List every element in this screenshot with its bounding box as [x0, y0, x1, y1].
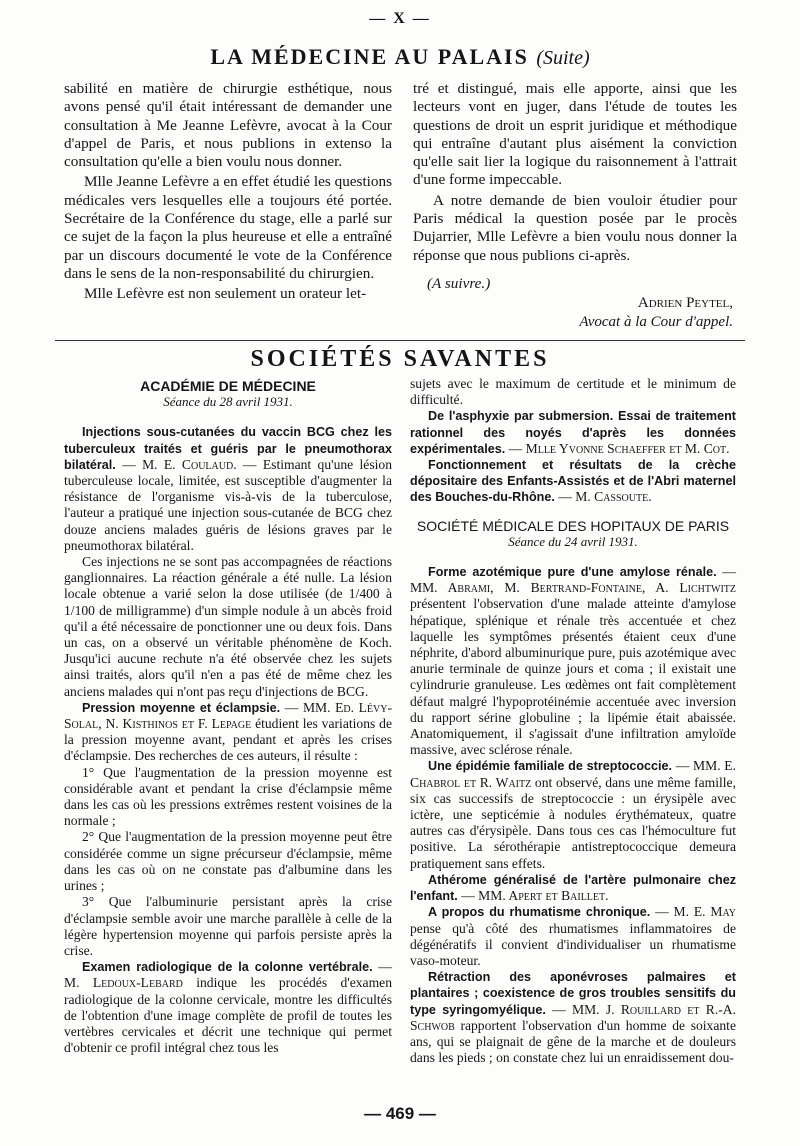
article-paragraph: Mlle Jeanne Lefèvre a en effet étudié les questions médicales vers lesquelles elle a toujours été portée. Secrétaire de la Conférence du stage, elle a parlé sur ce sujet de la façon la plus heureuse et elle a entraîné par un discours documenté le vote de la Conférence dans le sens de la non-responsabilité du chirurgien.	[64, 173, 392, 282]
communication-authors: — M. E. Coulaud. —	[122, 456, 257, 472]
signature	[413, 294, 733, 332]
communication-body: étudient les variations de la pression moyenne avant, pendant et après les crises d'éclampsie. Des recherches de ces auteurs, il résulte :	[64, 716, 392, 764]
communication-paragraph	[410, 969, 736, 1066]
communication-title: Forme azotémique pure d'une amylose rénale.	[428, 565, 717, 580]
communication-paragraph	[410, 408, 736, 457]
academie-title: ACADÉMIE DE MÉDECINE	[140, 378, 316, 394]
communication-body: pense qu'à côté des rhumatismes inflammatoires de dégénératifs il convient d'individualiser un rhumatisme vaso-moteur.	[410, 920, 736, 968]
article-paragraph: sabilité en matière de chirurgie esthétique, nous avons pensé qu'il était intéressant de demander une consultation à Me Jeanne Lefèvre, avocat à la Cour d'appel de Paris, et nous publions in extenso la consultation qu'elle a bien voulu nous donner.	[64, 80, 392, 171]
communication-title: Injections sous-cutanées du vaccin BCG chez les tuberculeux traités et guéris par le pneumothorax bilatéral.	[64, 425, 392, 472]
communication-authors: — MM. Apert et Baillet.	[461, 888, 609, 904]
communication-authors: — MM. Ed. Lévy-Solal, N. Kisthinos et F. Lepage	[64, 699, 393, 732]
article-paragraph: tré et distingué, mais elle apporte, ainsi que les lecteurs vont en juger, dans l'étude de toutes les questions de droit un esprit juridique et méthodique qui entraîne d'autant plus aisément la conviction qu'elle sait lier la logique du raisonnement à l'attrait d'une forme impeccable.	[413, 80, 737, 189]
article-left-column	[64, 80, 392, 304]
communication-paragraph	[64, 424, 392, 554]
academie-seance: Séance du 28 avril 1931.	[163, 394, 293, 410]
article-paragraph: Mlle Lefèvre est non seulement un orateur let-	[84, 285, 367, 303]
communication-title: Athérome généralisé de l'artère pulmonaire chez l'enfant.	[410, 872, 736, 904]
communication-paragraph	[410, 457, 736, 506]
section-title: SOCIÉTÉS SAVANTES	[250, 346, 550, 372]
communication-body: présentent l'observation d'une malade atteinte d'amylose hépatique, splénique et rénale très accentuée et chez laquelle les symptômes présentés étaient ceux d'une néphrite, d'abord albuminurique pure, puis azotémique avec anurie terminale de quinze jours et coma ; il existait une cylindrurie granuleuse. Les œdèmes ont fait complètement défaut malgré l'hypoprotéinémie accentuée avec inversion du rapport sérine globuline ; la lipémie était abaissée. Anatomiquement, il s'agissait d'une infiltration amyloïde massive, avec sclérose rénale.	[410, 596, 736, 758]
societe-seance: Séance du 24 avril 1931.	[508, 533, 638, 549]
communication-title: Fonctionnement et résultats de la crèche dépositaire des Enfants-Assistés et de l'Abri maternel des Bouches-du-Rhône.	[410, 458, 736, 505]
page-number: — 469 —	[364, 1104, 436, 1123]
communication-title: Rétraction des aponévroses palmaires et plantaires ; coexistence de gros troubles sensitifs du type syringomyélique.	[410, 970, 736, 1017]
communication-paragraph	[410, 872, 736, 904]
article-right-column	[413, 80, 737, 293]
communication-paragraph: Ces injections ne se sont pas accompagnées de réactions ganglionnaires. La réaction générale a été nulle. La lésion locale obtenue a varié selon la dose utilisée (de 1/400 à 1/100 de milligramme) d'un simple nodule à un abcès froid qu'il a été nécessaire de ponctionner une ou deux fois. Dans un cas, on a observé un véritable phénomène de Koch. Jusqu'ici aucune rechute n'a été observée chez les sujets ainsi traités, alors qu'il n'en a pas été de même chez les anciens malades qui n'ont pas reçu d'injections de BCG.	[64, 554, 392, 699]
communication-body: indique les procédés d'examen radiologique de la colonne cervicale, montre les difficultés de l'obtention d'une image complète de profil de toutes les vertèbres cervicales et décrit une technique qui permet d'obtenir ce profil intégral chez tous les	[64, 975, 392, 1056]
article-title	[0, 44, 800, 70]
signature-role: Avocat à la Cour d'appel.	[579, 314, 733, 330]
to-be-continued: (A suivre.)	[427, 274, 491, 292]
communication-body: rapportent l'observation d'un homme de soixante ans, qui se plaignait de gêne de la marche et de douleurs dans les pieds ; on constate chez lui un enraidissement dou-	[410, 1017, 736, 1066]
communication-title: Pression moyenne et éclampsie.	[82, 700, 281, 715]
communication-authors: — MM. J. Rouillard et R.-A. Schwob	[410, 1001, 736, 1033]
article-title-suite: (Suite)	[536, 47, 590, 69]
communication-body: ont observé, dans une même famille, six cas successifs de streptococcie : un érysipèle avec ictère, une septicémie à nodules érythémateux, quatre autres cas d'érysipèle. Dans tous ces cas l'hémoculture fut positive. La sérothérapie antistreptococcique demeura pratiquement sans effets.	[410, 774, 736, 871]
communication-paragraph	[410, 564, 736, 758]
societe-title: SOCIÉTÉ MÉDICALE DES HOPITAUX DE PARIS	[416, 517, 730, 534]
communication-authors: — MM. E. Chabrol et R. Waitz	[410, 758, 736, 790]
list-item: 2° Que l'augmentation de la pression moyenne peut être considérée comme un signe précurseur d'éclampsie, même dans les cas où on ne constate pas d'albumine dans les urines ;	[64, 829, 392, 894]
communication-paragraph	[410, 904, 736, 969]
communication-paragraph	[410, 758, 736, 871]
communication-paragraph	[64, 959, 392, 1056]
continued-paragraph: sujets avec le maximum de certitude et le minimum de difficulté.	[410, 376, 736, 408]
communication-authors: — M. Cassoute.	[558, 489, 652, 505]
article-paragraph: A notre demande de bien vouloir étudier pour Paris médical la question posée par le procès Dujarrier, Mlle Lefèvre a bien voulu nous donner la réponse que nous publions ci-après.	[413, 191, 737, 264]
communication-title: Examen radiologique de la colonne vertébrale.	[82, 960, 373, 975]
communication-title: A propos du rhumatisme chronique.	[428, 905, 651, 920]
list-item: 3° Que l'albuminurie persistant après la crise d'éclampsie semble avoir une marche parallèle à celle de la légère hypertension moyenne qui parfois persiste après la crise.	[64, 894, 392, 958]
signature-name: Adrien Peytel,	[637, 295, 733, 311]
article-title-text: LA MÉDECINE AU PALAIS	[210, 44, 529, 69]
communication-authors: — MM. Abrami, M. Bertrand-Fontaine, A. Lichtwitz	[410, 564, 736, 596]
page-roman-numeral: — X —	[369, 10, 431, 27]
academie-column	[64, 378, 392, 1056]
communication-title: Une épidémie familiale de streptococcie.	[428, 759, 673, 774]
communication-title: De l'asphyxie par submersion. Essai de traitement rationnel des noyés d'après les données expérimentales.	[410, 409, 736, 456]
communication-authors: — M. E. May	[655, 904, 736, 920]
communication-authors: — Mlle Yvonne Schaeffer et M. Cot.	[508, 440, 730, 456]
communication-authors: — M. Ledoux-Lebard	[64, 959, 392, 991]
communication-paragraph	[64, 700, 392, 765]
section-divider	[55, 340, 745, 341]
right-column	[410, 376, 736, 1066]
communication-body: Estimant qu'une lésion tuberculeuse locale, limitée, est susceptible d'augmenter la résistance de l'organisme vis-à-vis de la tuberculose, l'auteur a pratiqué une injection sous-cutanée de BCG chez douze anciens malades guéris de lésions graves par le pneumothorax bilatéral.	[64, 456, 393, 553]
list-item: 1° Que l'augmentation de la pression moyenne est considérable avant et pendant la crise d'éclampsie même dans les cas où les pressions extrêmes restent voisines de la normale ;	[64, 764, 392, 829]
